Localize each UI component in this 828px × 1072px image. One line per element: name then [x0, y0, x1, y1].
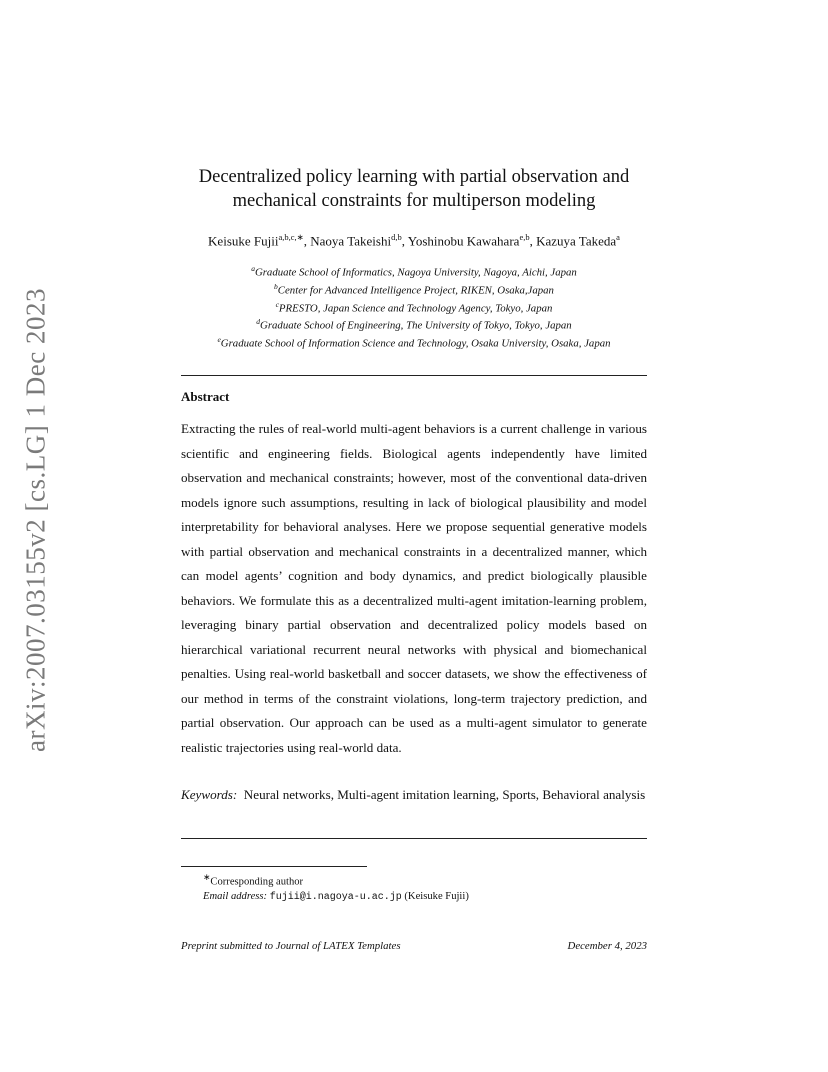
- abstract-heading: Abstract: [181, 389, 230, 404]
- author-name: Kazuya Takeda: [536, 233, 617, 249]
- author-affil-marks: a: [616, 232, 620, 242]
- footnote: [181, 870, 647, 905]
- arxiv-identifier: arXiv:2007.03155v2 [cs.LG] 1 Dec 2023: [20, 288, 51, 752]
- author-affil-marks: e,b: [519, 232, 530, 242]
- affiliation-list: [150, 262, 678, 351]
- author-name: Keisuke Fujii: [208, 233, 279, 249]
- author-name: Naoya Takeishi: [310, 233, 392, 249]
- affiliation-mark: b: [274, 281, 278, 291]
- keywords: [181, 783, 647, 808]
- footnote-mark: ∗: [203, 872, 211, 882]
- corresponding-author-note: Corresponding author: [210, 876, 304, 888]
- title-line-2: mechanical constraints for multiperson modeling: [232, 191, 596, 211]
- affiliation-mark: d: [256, 317, 261, 327]
- footnote-rule: [181, 866, 367, 867]
- affiliation-mark: e: [217, 335, 221, 345]
- keywords-text: Neural networks, Multi-agent imitation learning, Sports, Behavioral analysis: [243, 787, 646, 802]
- email-address: fujii@i.nagoya-u.ac.jp: [269, 891, 402, 903]
- preprint-date: December 4, 2023: [567, 940, 647, 952]
- affiliation-text: Graduate School of Information Science and Technology, Osaka University, Osaka, Japan: [220, 337, 611, 350]
- email-label: Email address:: [203, 890, 268, 902]
- affiliation-item: [150, 280, 678, 298]
- abstract-top-rule: [181, 375, 647, 376]
- affiliation-item: [150, 298, 678, 316]
- affiliation-mark: a: [251, 264, 255, 273]
- affiliation-item: [150, 262, 678, 280]
- preprint-note: Preprint submitted to Journal of LATEX Templates: [181, 940, 401, 952]
- affiliation-text: Graduate School of Engineering, The University of Tokyo, Tokyo, Japan: [260, 319, 572, 332]
- affiliation-mark: c: [275, 299, 279, 309]
- paper-title: [150, 165, 678, 213]
- author-affil-marks: a,b,c,∗: [278, 232, 304, 242]
- author-affil-marks: d,b: [391, 232, 402, 242]
- keywords-label: Keywords:: [181, 787, 238, 802]
- author-name: Yoshinobu Kawahara: [407, 233, 520, 249]
- abstract-body: Extracting the rules of real-world multi-agent behaviors is a current challenge in various scientific and engineering fields. Biological agents independently have limited observation and mechanical constraints; however, most of the conventional data-driven models ignore such assumptions, resulting in lack of biological plausibility and model interpretability for behavioral analyses. Here we propose sequential generative models with partial observation and mechanical constraints in a decentralized manner, which can model agents’ cognition and body dynamics, and predict biologically plausible behaviors. We formulate this as a decentralized multi-agent imitation-learning problem, leveraging binary partial observation and decentralized policy models based on hierarchical variational recurrent neural networks with physical and biomechanical penalties. Using real-world basketball and soccer datasets, we show the effectiveness of our method in terms of the constraint violations, long-term trajectory prediction, and partial observation. Our approach can be used as a multi-agent simulator to generate realistic trajectories using real-world data.: [181, 421, 647, 755]
- affiliation-text: Graduate School of Informatics, Nagoya University, Nagoya, Aichi, Japan: [254, 266, 577, 279]
- affiliation-item: [150, 333, 678, 351]
- affiliation-text: PRESTO, Japan Science and Technology Agency, Tokyo, Japan: [278, 302, 553, 315]
- author-list: Keisuke Fujii$^{a,b,c,∗}$, Naoya Takeishi$^{d,b}$, Yoshinobu Kawahara$^{e,b}$, Kazuya Takeda$^a$: [208, 232, 620, 249]
- email-owner: (Keisuke Fujii): [404, 890, 469, 902]
- affiliation-item: [150, 315, 678, 333]
- abstract-bottom-rule: [181, 838, 647, 839]
- affiliation-text: Center for Advanced Intelligence Project, RIKEN, Osaka,Japan: [277, 284, 554, 297]
- title-line-1: Decentralized policy learning with partial observation and: [198, 167, 630, 187]
